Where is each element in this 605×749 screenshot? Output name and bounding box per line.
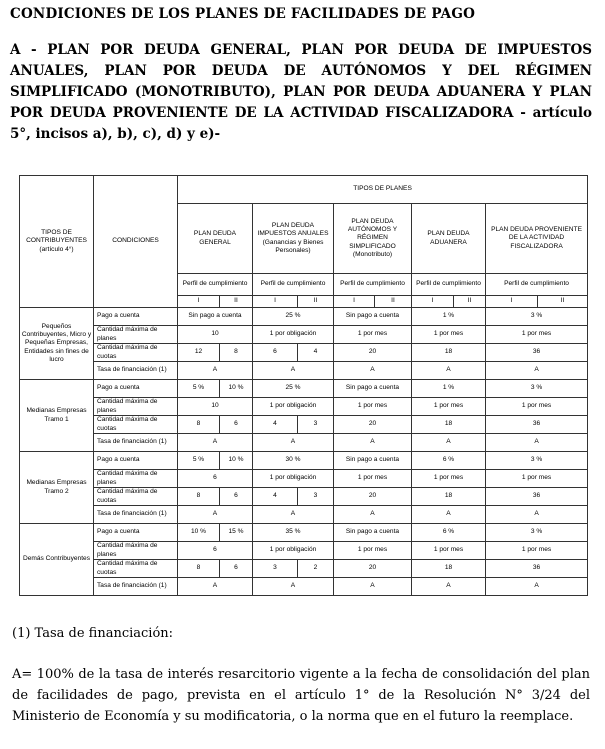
plan-value-cell: 3 % bbox=[486, 308, 588, 326]
plan-value-cell: A bbox=[334, 506, 412, 524]
plan-header-impuestos-anuales: PLAN DEUDA IMPUESTOS ANUALES (Ganancias y Bienes Personales) bbox=[253, 204, 334, 274]
footnote-text: A= 100% de la tasa de interés resarcitorio vigente a la fecha de consolidación del plan de facilidades de pago, prevista en el artículo 1° de la Resolución N° 3/24 del Ministerio de Economía y su modificatoria, o la norma que en el futuro la reemplace. bbox=[12, 667, 590, 724]
plan-value-cell-i: 5 % bbox=[178, 380, 220, 398]
plan-value-cell: Sin pago a cuenta bbox=[334, 308, 412, 326]
plan-value-cell-i: 8 bbox=[178, 416, 220, 434]
contribuyente-type-cell: Medianas Empresas Tramo 1 bbox=[20, 380, 94, 452]
plan-value-cell-ii: 6 bbox=[220, 560, 253, 578]
plan-value-cell-i: 5 % bbox=[178, 452, 220, 470]
plan-header-general: PLAN DEUDA GENERAL bbox=[178, 204, 253, 274]
table-row bbox=[20, 506, 588, 524]
table-row bbox=[20, 578, 588, 596]
plan-value-cell: 18 bbox=[412, 560, 486, 578]
plan-value-cell-i: 8 bbox=[178, 560, 220, 578]
table-row bbox=[20, 488, 588, 506]
table-row bbox=[20, 524, 588, 542]
condition-label-cell: Cantidad máxima de planes bbox=[94, 398, 178, 416]
plans-table-container bbox=[19, 175, 587, 596]
plan-value-cell-ii: 4 bbox=[298, 344, 334, 362]
plan-value-cell-i: 4 bbox=[253, 416, 298, 434]
plan-value-cell: A bbox=[486, 362, 588, 380]
perfil-i: I bbox=[486, 296, 538, 308]
plan-value-cell: A bbox=[334, 578, 412, 596]
table-row bbox=[20, 344, 588, 362]
table-row bbox=[20, 452, 588, 470]
perfil-ii: II bbox=[298, 296, 334, 308]
plan-value-cell: 1 por mes bbox=[334, 398, 412, 416]
plan-value-cell: 20 bbox=[334, 416, 412, 434]
plan-value-cell: A bbox=[486, 506, 588, 524]
table-row bbox=[20, 542, 588, 560]
plan-value-cell-ii: 6 bbox=[220, 488, 253, 506]
plan-value-cell-i: 3 bbox=[253, 560, 298, 578]
perfil-i: I bbox=[253, 296, 298, 308]
plans-table bbox=[19, 175, 588, 596]
plan-value-cell: 35 % bbox=[253, 524, 334, 542]
plan-value-cell: 36 bbox=[486, 416, 588, 434]
condition-label-cell: Pago a cuenta bbox=[94, 308, 178, 326]
condition-label-cell: Tasa de financiación (1) bbox=[94, 362, 178, 380]
plan-value-cell-ii: 3 bbox=[298, 416, 334, 434]
plan-value-cell: 1 por mes bbox=[334, 470, 412, 488]
plan-value-cell: Sin pago a cuenta bbox=[178, 308, 253, 326]
plan-value-cell: 1 por mes bbox=[412, 542, 486, 560]
plan-value-cell: A bbox=[178, 434, 253, 452]
condiciones-header: CONDICIONES bbox=[94, 176, 178, 308]
condition-label-cell: Pago a cuenta bbox=[94, 452, 178, 470]
perfil-cell: Perfil de cumplimiento bbox=[412, 274, 486, 296]
table-row bbox=[20, 398, 588, 416]
plan-value-cell: 3 % bbox=[486, 452, 588, 470]
table-row bbox=[20, 470, 588, 488]
plan-value-cell: 3 % bbox=[486, 524, 588, 542]
plan-value-cell: 10 bbox=[178, 398, 253, 416]
contribuyente-type-cell: Demás Contribuyentes bbox=[20, 524, 94, 596]
plan-value-cell: 1 por obligación bbox=[253, 326, 334, 344]
plan-header-fiscalizadora: PLAN DEUDA PROVENIENTE DE LA ACTIVIDAD FISCALIZADORA bbox=[486, 204, 588, 274]
plan-value-cell: A bbox=[253, 362, 334, 380]
plan-value-cell: 1 por mes bbox=[412, 470, 486, 488]
perfil-i: I bbox=[178, 296, 220, 308]
plan-value-cell: Sin pago a cuenta bbox=[334, 524, 412, 542]
perfil-ii: II bbox=[538, 296, 588, 308]
perfil-cell: Perfil de cumplimiento bbox=[178, 274, 253, 296]
condition-label-cell: Pago a cuenta bbox=[94, 380, 178, 398]
perfil-i: I bbox=[334, 296, 375, 308]
plan-value-cell: 36 bbox=[486, 560, 588, 578]
plan-value-cell-ii: 10 % bbox=[220, 452, 253, 470]
plan-value-cell: 18 bbox=[412, 416, 486, 434]
plan-value-cell: 36 bbox=[486, 488, 588, 506]
plan-value-cell: A bbox=[253, 434, 334, 452]
plan-value-cell: 1 por mes bbox=[334, 542, 412, 560]
document-title: CONDICIONES DE LOS PLANES DE FACILIDADES DE PAGO bbox=[10, 6, 476, 22]
plan-value-cell: A bbox=[412, 506, 486, 524]
contribuyente-type-cell: Pequeños Contribuyentes, Micro y Pequeñas Empresas, Entidades sin fines de lucro bbox=[20, 308, 94, 380]
plan-value-cell: A bbox=[486, 578, 588, 596]
condition-label-cell: Tasa de financiación (1) bbox=[94, 578, 178, 596]
plan-value-cell: 1 % bbox=[412, 308, 486, 326]
perfil-ii: II bbox=[454, 296, 486, 308]
perfil-cell: Perfil de cumplimiento bbox=[334, 274, 412, 296]
plan-value-cell-i: 8 bbox=[178, 488, 220, 506]
table-row bbox=[20, 380, 588, 398]
plan-value-cell: 1 por mes bbox=[334, 326, 412, 344]
plan-value-cell: 1 por mes bbox=[486, 470, 588, 488]
condition-label-cell: Tasa de financiación (1) bbox=[94, 434, 178, 452]
plans-table-body bbox=[20, 176, 588, 596]
plan-value-cell: 18 bbox=[412, 488, 486, 506]
condition-label-cell: Cantidad máxima de cuotas bbox=[94, 344, 178, 362]
plan-value-cell-ii: 8 bbox=[220, 344, 253, 362]
plan-value-cell-ii: 15 % bbox=[220, 524, 253, 542]
plan-value-cell: A bbox=[178, 362, 253, 380]
condition-label-cell: Cantidad máxima de cuotas bbox=[94, 560, 178, 578]
condition-label-cell: Cantidad máxima de planes bbox=[94, 470, 178, 488]
plan-value-cell: 20 bbox=[334, 560, 412, 578]
plan-value-cell-i: 10 % bbox=[178, 524, 220, 542]
plan-value-cell: 6 % bbox=[412, 452, 486, 470]
plan-value-cell: 20 bbox=[334, 488, 412, 506]
condition-label-cell: Cantidad máxima de planes bbox=[94, 326, 178, 344]
table-row bbox=[20, 362, 588, 380]
plan-value-cell: 10 bbox=[178, 326, 253, 344]
plan-value-cell: 20 bbox=[334, 344, 412, 362]
condition-label-cell: Cantidad máxima de planes bbox=[94, 542, 178, 560]
plan-value-cell-ii: 6 bbox=[220, 416, 253, 434]
plan-value-cell: 36 bbox=[486, 344, 588, 362]
plan-value-cell: 3 % bbox=[486, 380, 588, 398]
condition-label-cell: Cantidad máxima de cuotas bbox=[94, 416, 178, 434]
plan-value-cell: A bbox=[412, 362, 486, 380]
table-row bbox=[20, 308, 588, 326]
plan-value-cell: 1 por obligación bbox=[253, 470, 334, 488]
plan-value-cell: 1 por obligación bbox=[253, 398, 334, 416]
plan-value-cell: A bbox=[334, 362, 412, 380]
plan-value-cell-i: 4 bbox=[253, 488, 298, 506]
perfil-cell: Perfil de cumplimiento bbox=[253, 274, 334, 296]
tipos-contribuyentes-header: TIPOS DE CONTRIBUYENTES (artículo 4°) bbox=[20, 176, 94, 308]
plan-value-cell-ii: 2 bbox=[298, 560, 334, 578]
plan-value-cell: A bbox=[334, 434, 412, 452]
plan-value-cell-ii: 10 % bbox=[220, 380, 253, 398]
footnote-label: (1) Tasa de financiación: bbox=[12, 626, 174, 641]
plan-value-cell: 1 por mes bbox=[412, 398, 486, 416]
perfil-ii: II bbox=[220, 296, 253, 308]
plan-value-cell: 30 % bbox=[253, 452, 334, 470]
plan-value-cell: 18 bbox=[412, 344, 486, 362]
condition-label-cell: Cantidad máxima de cuotas bbox=[94, 488, 178, 506]
plan-value-cell: A bbox=[412, 434, 486, 452]
plan-value-cell-i: 12 bbox=[178, 344, 220, 362]
perfil-ii: II bbox=[375, 296, 412, 308]
plan-value-cell: 1 por obligación bbox=[253, 542, 334, 560]
plan-value-cell: 1 por mes bbox=[412, 326, 486, 344]
plan-value-cell: 25 % bbox=[253, 308, 334, 326]
plan-value-cell: 25 % bbox=[253, 380, 334, 398]
section-heading: A - PLAN POR DEUDA GENERAL, PLAN POR DEUDA DE IMPUESTOS ANUALES, PLAN POR DEUDA DE AUTÓNOMOS Y DEL RÉGIMEN SIMPLIFICADO (MONOTRIBUTO), PLAN POR DEUDA ADUANERA Y PLAN POR DEUDA PROVENIENTE DE LA ACTIVIDAD FISCALIZADORA - artículo 5°, incisos a), b), c), d) y e)- bbox=[10, 42, 592, 142]
plan-value-cell: Sin pago a cuenta bbox=[334, 452, 412, 470]
perfil-cell: Perfil de cumplimiento bbox=[486, 274, 588, 296]
table-row bbox=[20, 416, 588, 434]
plan-value-cell-ii: 3 bbox=[298, 488, 334, 506]
perfil-i: I bbox=[412, 296, 454, 308]
plan-value-cell: 1 por mes bbox=[486, 398, 588, 416]
plan-value-cell: 6 % bbox=[412, 524, 486, 542]
plan-value-cell: 1 por mes bbox=[486, 326, 588, 344]
plan-value-cell: A bbox=[178, 578, 253, 596]
plan-value-cell: Sin pago a cuenta bbox=[334, 380, 412, 398]
condition-label-cell: Tasa de financiación (1) bbox=[94, 506, 178, 524]
plan-header-autonomos: PLAN DEUDA AUTÓNOMOS Y RÉGIMEN SIMPLIFICADO (Monotributo) bbox=[334, 204, 412, 274]
tipos-planes-header: TIPOS DE PLANES bbox=[178, 176, 588, 204]
plan-value-cell: A bbox=[412, 578, 486, 596]
plan-header-aduanera: PLAN DEUDA ADUANERA bbox=[412, 204, 486, 274]
table-row bbox=[20, 560, 588, 578]
plan-value-cell-i: 6 bbox=[253, 344, 298, 362]
plan-value-cell: 6 bbox=[178, 470, 253, 488]
plan-value-cell: A bbox=[178, 506, 253, 524]
plan-value-cell: 1 % bbox=[412, 380, 486, 398]
plan-value-cell: A bbox=[253, 506, 334, 524]
table-header-row bbox=[20, 176, 588, 204]
condition-label-cell: Pago a cuenta bbox=[94, 524, 178, 542]
plan-value-cell: 6 bbox=[178, 542, 253, 560]
plan-value-cell: 1 por mes bbox=[486, 542, 588, 560]
table-row bbox=[20, 434, 588, 452]
contribuyente-type-cell: Medianas Empresas Tramo 2 bbox=[20, 452, 94, 524]
table-row bbox=[20, 326, 588, 344]
plan-value-cell: A bbox=[486, 434, 588, 452]
plan-value-cell: A bbox=[253, 578, 334, 596]
